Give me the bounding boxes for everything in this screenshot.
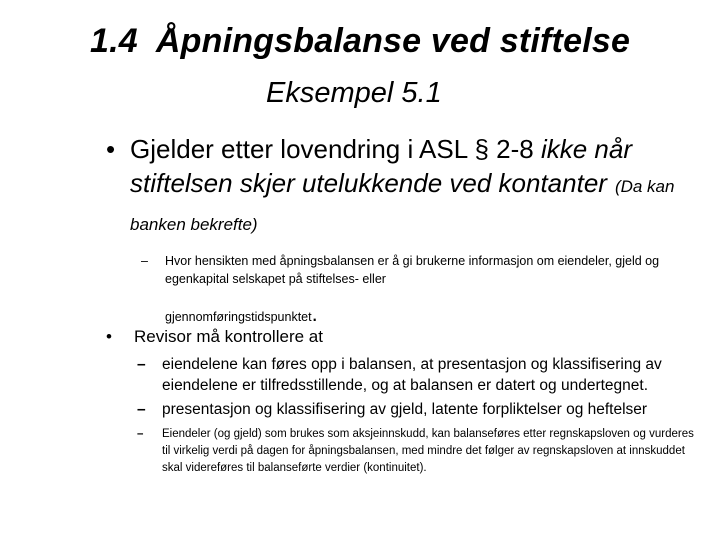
bullet-1-italic-ikke: ikke [540, 134, 588, 164]
list-item [137, 399, 697, 420]
bullet-marker: • [106, 327, 112, 346]
sub-bullet-1-period: . [311, 301, 318, 326]
bullet-2 [106, 326, 323, 348]
sub-bullet-1-trail [165, 301, 663, 326]
list-item-text: Eiendeler (og gjeld) som brukes som aksjeinnskudd, kan balanseføres etter regnskapsloven og vurderes til virkelig verdi på dagen for åpningsbalansen, med mindre det følger av regnskapsloven at innskuddet skal videreføres til balanseførte verdier (kontinuitet). [162, 428, 694, 474]
bullet-2-text: Revisor må kontrollere at [134, 327, 323, 346]
sub-bullet-1-trail-word: gjennomføringstidspunktet [165, 310, 312, 324]
list-item-text: presentasjon og klassifisering av gjeld, latente forpliktelser og heftelser [162, 401, 648, 418]
sub-bullet-1 [143, 252, 663, 326]
slide-title [90, 22, 630, 61]
bullet-1-parenthetical: (Da kan banken bekrefte) [130, 177, 675, 234]
dash-marker: – [137, 428, 144, 440]
bullet-1-text [130, 132, 698, 242]
slide-subtitle: Eksempel 5.1 [266, 77, 442, 109]
bullet-2-list [137, 354, 697, 480]
dash-marker: – [137, 401, 146, 418]
sub-bullet-1-text [165, 252, 663, 326]
dash-marker: – [137, 356, 146, 373]
title-number: 1.4 [90, 22, 138, 60]
bullet-1 [108, 132, 698, 242]
list-item [137, 426, 697, 477]
title-text: Åpningsbalanse ved stiftelse [155, 22, 631, 60]
bullet-marker: • [106, 134, 116, 164]
sub-bullet-1-main: Hvor hensikten med åpningsbalansen er å gi brukerne informasjon om eiendeler, gjeld og egenkapital selskapet på stiftelses- eller [165, 254, 660, 286]
dash-marker: – [141, 254, 148, 268]
bullet-1-normal-text: Gjelder etter lovendring i ASL § 2-8 [130, 134, 541, 164]
list-item [137, 354, 697, 396]
list-item-text: eiendelene kan føres opp i balansen, at presentasjon og klassifisering av eiendelene er tilfredsstillende, og at balansen er datert og undertegnet. [162, 356, 662, 394]
bullet-1-italic-text: når stiftelsen skjer utelukkende ved kontanter [130, 134, 632, 198]
